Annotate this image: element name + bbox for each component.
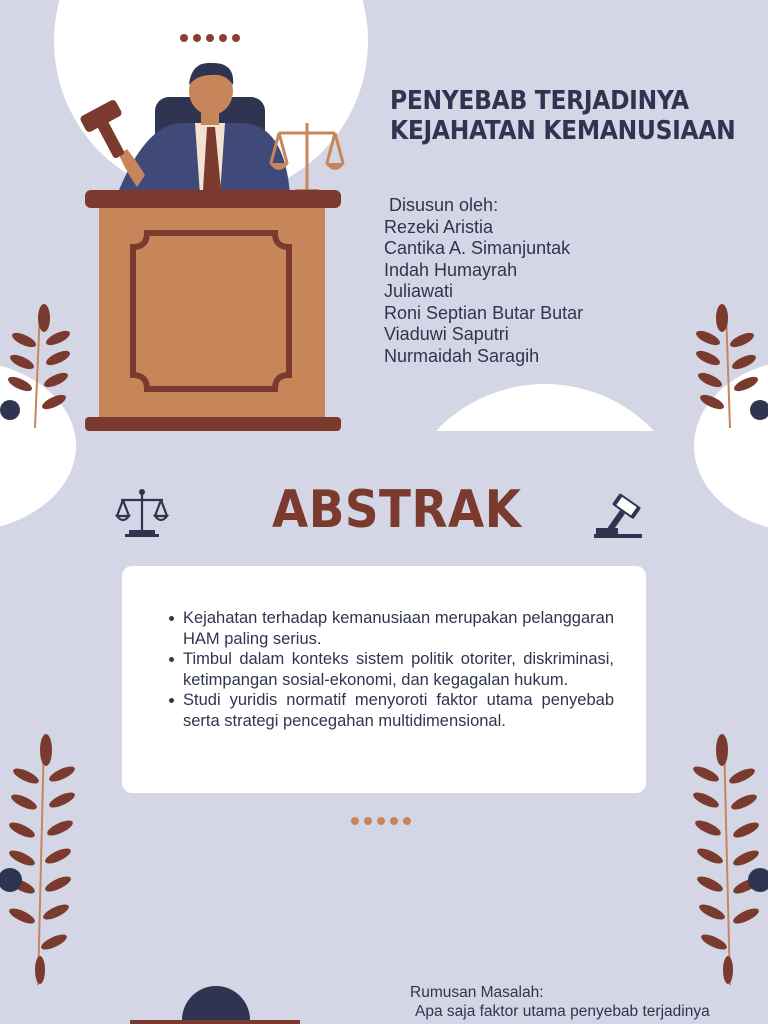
title-line-2: KEJAHATAN KEMANUSIAAN xyxy=(390,116,736,146)
problem-statement xyxy=(410,983,760,1021)
judge-illustration-partial xyxy=(130,984,300,1024)
abstract-list xyxy=(183,608,614,731)
middle-dots-decoration xyxy=(351,817,411,825)
author-name: Indah Humayrah xyxy=(384,259,518,280)
leaf-branch-icon xyxy=(0,300,75,430)
scales-of-justice-icon xyxy=(115,486,169,540)
gavel-icon xyxy=(594,490,648,540)
title-line-1: PENYEBAB TERJADINYA xyxy=(390,86,689,116)
abstract-card xyxy=(122,566,646,793)
abstract-point: Studi yuridis normatif menyoroti faktor utama penyebab serta strategi pencegahan multidimensional. xyxy=(183,691,614,730)
leaf-branch-icon xyxy=(0,730,80,990)
judge-illustration xyxy=(75,55,355,435)
problem-question: Apa saja faktor utama penyebab terjadinya xyxy=(415,1003,710,1020)
page-title xyxy=(390,86,760,146)
author-name: Viaduwi Saputri xyxy=(384,324,509,344)
abstract-point: Kejahatan terhadap kemanusiaan merupakan pelanggaran HAM paling serius. xyxy=(183,609,614,648)
abstract-heading: ABSTRAK xyxy=(272,480,522,540)
author-list xyxy=(384,195,744,367)
author-name: Roni Septian Butar Butar xyxy=(384,302,584,323)
author-name: Juliawati xyxy=(384,281,454,301)
leaf-branch-icon xyxy=(688,730,768,990)
abstract-point: Timbul dalam konteks sistem politik otoriter, diskriminasi, ketimpangan sosial-ekonomi, dan kegagalan hukum. xyxy=(183,650,614,689)
author-name: Cantika A. Simanjuntak xyxy=(384,238,571,258)
author-label: Disusun oleh: xyxy=(389,195,499,215)
top-dots-decoration xyxy=(180,34,240,42)
author-name: Nurmaidah Saragih xyxy=(384,345,540,366)
problem-label: Rumusan Masalah: xyxy=(410,984,544,1001)
author-name: Rezeki Aristia xyxy=(384,216,494,237)
